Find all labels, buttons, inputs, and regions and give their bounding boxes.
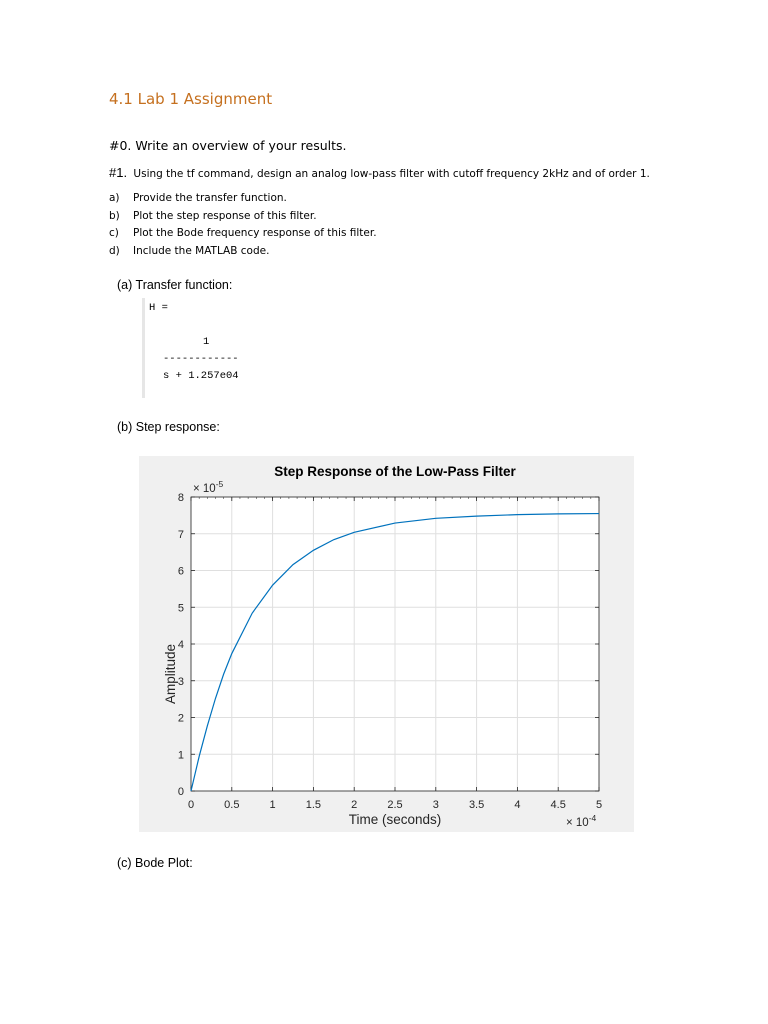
- list-item: [109, 227, 377, 245]
- y-tick-label: 0: [177, 786, 184, 798]
- x-tick-label: 0.5: [224, 799, 240, 811]
- x-tick-label: 5: [595, 799, 603, 811]
- x-tick-label: 4.5: [550, 799, 566, 811]
- question-0: #0. Write an overview of your results.: [109, 138, 347, 153]
- y-tick-label: 5: [177, 602, 184, 615]
- list-item: [109, 192, 377, 210]
- code-output-box: [142, 298, 285, 398]
- x-axis-label: Time (seconds): [348, 812, 442, 827]
- x-tick-label: 1.5: [305, 799, 322, 811]
- list-item-letter: a): [109, 192, 120, 204]
- y-tick-label: 6: [177, 565, 184, 578]
- step-response-chart: [139, 456, 634, 832]
- x-tick-label: 2: [351, 799, 358, 811]
- list-item-text: Plot the step response of this filter.: [133, 209, 317, 222]
- answer-c-label: (c) Bode Plot:: [117, 856, 193, 870]
- y-exponent-label: × $10^{-5}$: [193, 479, 224, 495]
- chart-title: Step Response of the Low-Pass Filter: [274, 464, 516, 479]
- x-tick-label: 4: [514, 799, 521, 811]
- y-exponent-power: -5: [215, 479, 224, 489]
- list-item: [109, 245, 377, 263]
- list-item-letter: c): [109, 227, 119, 239]
- list-item-letter: b): [109, 209, 120, 222]
- x-exponent-label: × $10^{-4}$: [566, 813, 597, 829]
- question-1-label: #1.: [109, 165, 128, 180]
- list-item: [109, 210, 377, 228]
- section-heading: 4.1 Lab 1 Assignment: [109, 90, 273, 108]
- y-tick-label: 3: [177, 675, 184, 688]
- y-axis-label: Amplitude: [163, 643, 178, 705]
- x-tick-label: 3: [432, 799, 439, 811]
- x-exponent-power: -4: [588, 813, 597, 823]
- list-item-text: Provide the transfer function.: [133, 192, 287, 204]
- code-numerator: 1: [203, 336, 210, 348]
- x-tick-label: 1: [269, 799, 276, 811]
- y-tick-label: 1: [177, 749, 184, 762]
- x-tick-label: 0: [187, 799, 195, 811]
- y-tick-label: 2: [177, 712, 184, 725]
- y-tick-label: 4: [177, 639, 184, 651]
- list-item-text: Plot the Bode frequency response of this filter.: [133, 227, 377, 239]
- task-list: [109, 192, 377, 262]
- list-item-text: Include the MATLAB code.: [133, 244, 270, 257]
- list-item-letter: d): [109, 244, 120, 257]
- x-tick-label: 2.5: [387, 799, 403, 811]
- y-tick-label: 8: [177, 492, 184, 504]
- answer-a-label: (a) Transfer function:: [117, 278, 233, 292]
- y-tick-label: 7: [177, 528, 184, 541]
- question-1-text: Using the tf command, design an analog low-pass filter with cutoff frequency 2kHz and of order 1.: [133, 168, 650, 180]
- code-line: H =: [149, 302, 168, 314]
- x-tick-label: 3.5: [468, 799, 485, 811]
- code-divider: ------------: [163, 353, 239, 365]
- step-response-figure: [139, 456, 634, 832]
- code-denominator: s + 1.257e04: [163, 370, 239, 382]
- question-1: [109, 165, 650, 180]
- answer-b-label: (b) Step response:: [117, 420, 220, 434]
